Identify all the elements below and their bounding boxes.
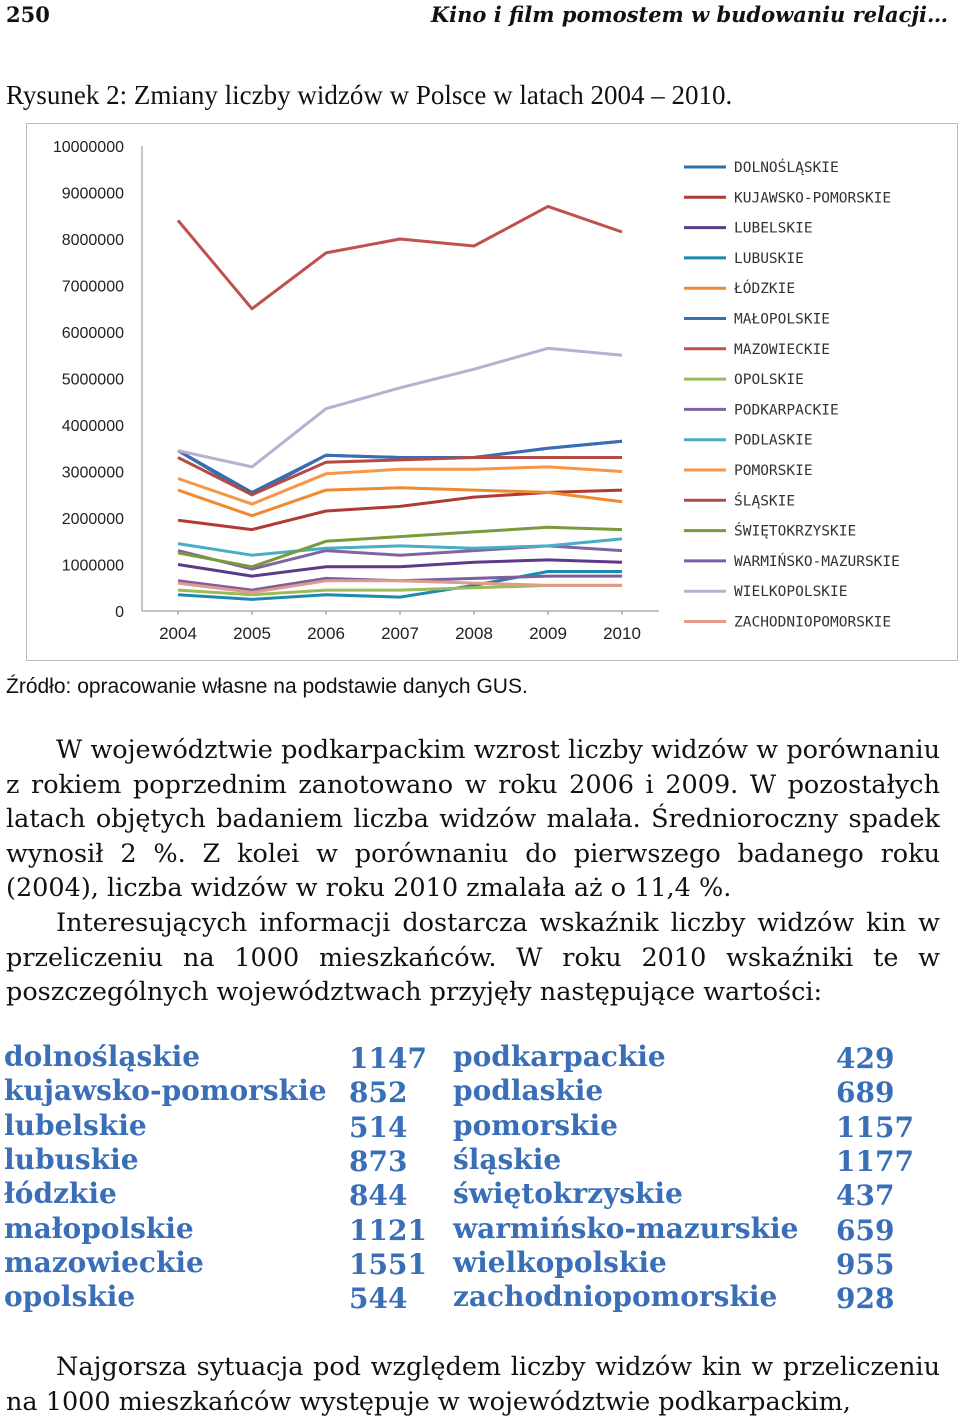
region-value: 1121 (349, 1213, 427, 1247)
series-line (178, 576, 622, 590)
region-value: 852 (349, 1076, 408, 1110)
y-tick-label: 6000000 (61, 325, 124, 342)
legend-label: LUBUSKIE (734, 250, 804, 267)
region-name: lubelskie (4, 1108, 147, 1142)
region-value: 844 (349, 1179, 408, 1213)
region-value: 437 (836, 1179, 895, 1213)
region-name: wielkopolskie (453, 1245, 667, 1279)
region-name: opolskie (4, 1280, 136, 1314)
indicator-table (4, 1040, 954, 1330)
legend-label: ŚLĄSKIE (734, 493, 796, 510)
x-tick-label: 2008 (455, 624, 493, 643)
x-tick-label: 2010 (603, 624, 641, 643)
region-value: 928 (836, 1282, 895, 1316)
legend-label: WIELKOPOLSKIE (734, 584, 848, 601)
x-tick-label: 2004 (159, 624, 197, 643)
region-value: 955 (836, 1247, 895, 1281)
legend-label: LUBELSKIE (734, 220, 813, 237)
y-tick-label: 3000000 (61, 464, 124, 482)
legend-label: KUJAWSKO-POMORSKIE (734, 190, 892, 207)
x-tick-label: 2005 (233, 624, 271, 643)
region-name: mazowieckie (4, 1245, 204, 1279)
paragraph-1: W województwie podkarpackim wzrost liczby widzów w porównaniu z rokiem poprzednim zanotowano w roku 2006 i 2009. W pozostałych latach objętych badaniem liczba widzów malała. Średnioroczny spadek wynosił 2 %. Z kolei w porównaniu do pierwszego badanego roku (2004), liczba widzów w roku 2010 zmalała aż o 11,4 %. (6, 735, 940, 903)
region-name: zachodniopomorskie (453, 1280, 778, 1314)
region-name: świętokrzyskie (453, 1177, 683, 1211)
series-line (178, 467, 622, 504)
series-line (178, 490, 622, 529)
y-tick-label: 4000000 (61, 418, 124, 435)
legend-label: ŚWIĘTOKRZYSKIE (734, 523, 857, 540)
line-chart (26, 123, 958, 661)
y-tick-label: 5000000 (61, 371, 124, 389)
region-value: 873 (349, 1144, 408, 1178)
legend-label: MAZOWIECKIE (734, 341, 831, 358)
page-number: 250 (6, 2, 50, 27)
legend-label: PODLASKIE (734, 432, 813, 449)
figure-caption: Rysunek 2: Zmiany liczby widzów w Polsce w latach 2004 – 2010. (6, 80, 733, 110)
region-value: 1177 (836, 1144, 914, 1178)
region-name: podkarpackie (453, 1040, 666, 1073)
legend-label: OPOLSKIE (734, 372, 804, 389)
y-tick-label: 2000000 (61, 511, 124, 528)
x-tick-label: 2007 (381, 624, 419, 643)
legend-label: ZACHODNIOPOMORSKIE (734, 614, 892, 631)
legend-label: MAŁOPOLSKIE (734, 311, 831, 328)
y-tick-label: 10000000 (52, 139, 124, 156)
region-name: pomorskie (453, 1108, 618, 1142)
legend-label: POMORSKIE (734, 463, 813, 479)
region-value: 1157 (836, 1110, 914, 1144)
region-value: 514 (349, 1110, 408, 1144)
region-name: łódzkie (4, 1177, 117, 1211)
series-line (178, 348, 622, 467)
region-name: małopolskie (4, 1211, 194, 1245)
x-tick-label: 2009 (529, 624, 567, 643)
legend-label: DOLNOŚLĄSKIE (734, 160, 839, 176)
region-name: dolnośląskie (4, 1040, 201, 1073)
region-name: kujawsko-pomorskie (4, 1074, 327, 1108)
region-value: 544 (349, 1282, 408, 1316)
legend-label: PODKARPACKIE (734, 402, 839, 419)
paragraph-2: Interesujących informacji dostarcza wskaźnik liczby widzów kin w przeliczeniu na 1000 mieszkańców. W roku 2010 wskaźniki te w poszczególnych województwach przyjęły następujące wartości: (6, 908, 940, 1007)
region-value: 689 (836, 1076, 895, 1110)
region-value: 429 (836, 1042, 895, 1075)
region-value: 1551 (349, 1247, 427, 1281)
x-tick-label: 2006 (307, 624, 345, 643)
paragraph-3: Najgorsza sytuacja pod względem liczby widzów kin w przeliczeniu na 1000 mieszkańców występuje w województwie podkarpackim, (6, 1352, 940, 1417)
source-note: Źródło: opracowanie własne na podstawie danych GUS. (6, 675, 528, 698)
region-name: warmińsko-mazurskie (453, 1211, 799, 1245)
y-tick-label: 7000000 (61, 278, 124, 296)
region-name: lubuskie (4, 1142, 139, 1176)
y-tick-label: 0 (115, 604, 124, 621)
y-tick-label: 1000000 (61, 557, 124, 575)
region-value: 659 (836, 1213, 895, 1247)
running-title: Kino i film pomostem w budowaniu relacji… (430, 2, 948, 27)
legend-label: WARMIŃSKO-MAZURSKIE (734, 553, 900, 570)
legend-label: ŁÓDZKIE (734, 281, 796, 298)
region-value: 1147 (349, 1042, 427, 1075)
region-name: podlaskie (453, 1074, 604, 1108)
region-name: śląskie (453, 1142, 562, 1176)
y-tick-label: 8000000 (61, 232, 124, 249)
y-tick-label: 9000000 (61, 185, 124, 203)
chart-svg (27, 124, 959, 662)
series-line (178, 206, 622, 308)
